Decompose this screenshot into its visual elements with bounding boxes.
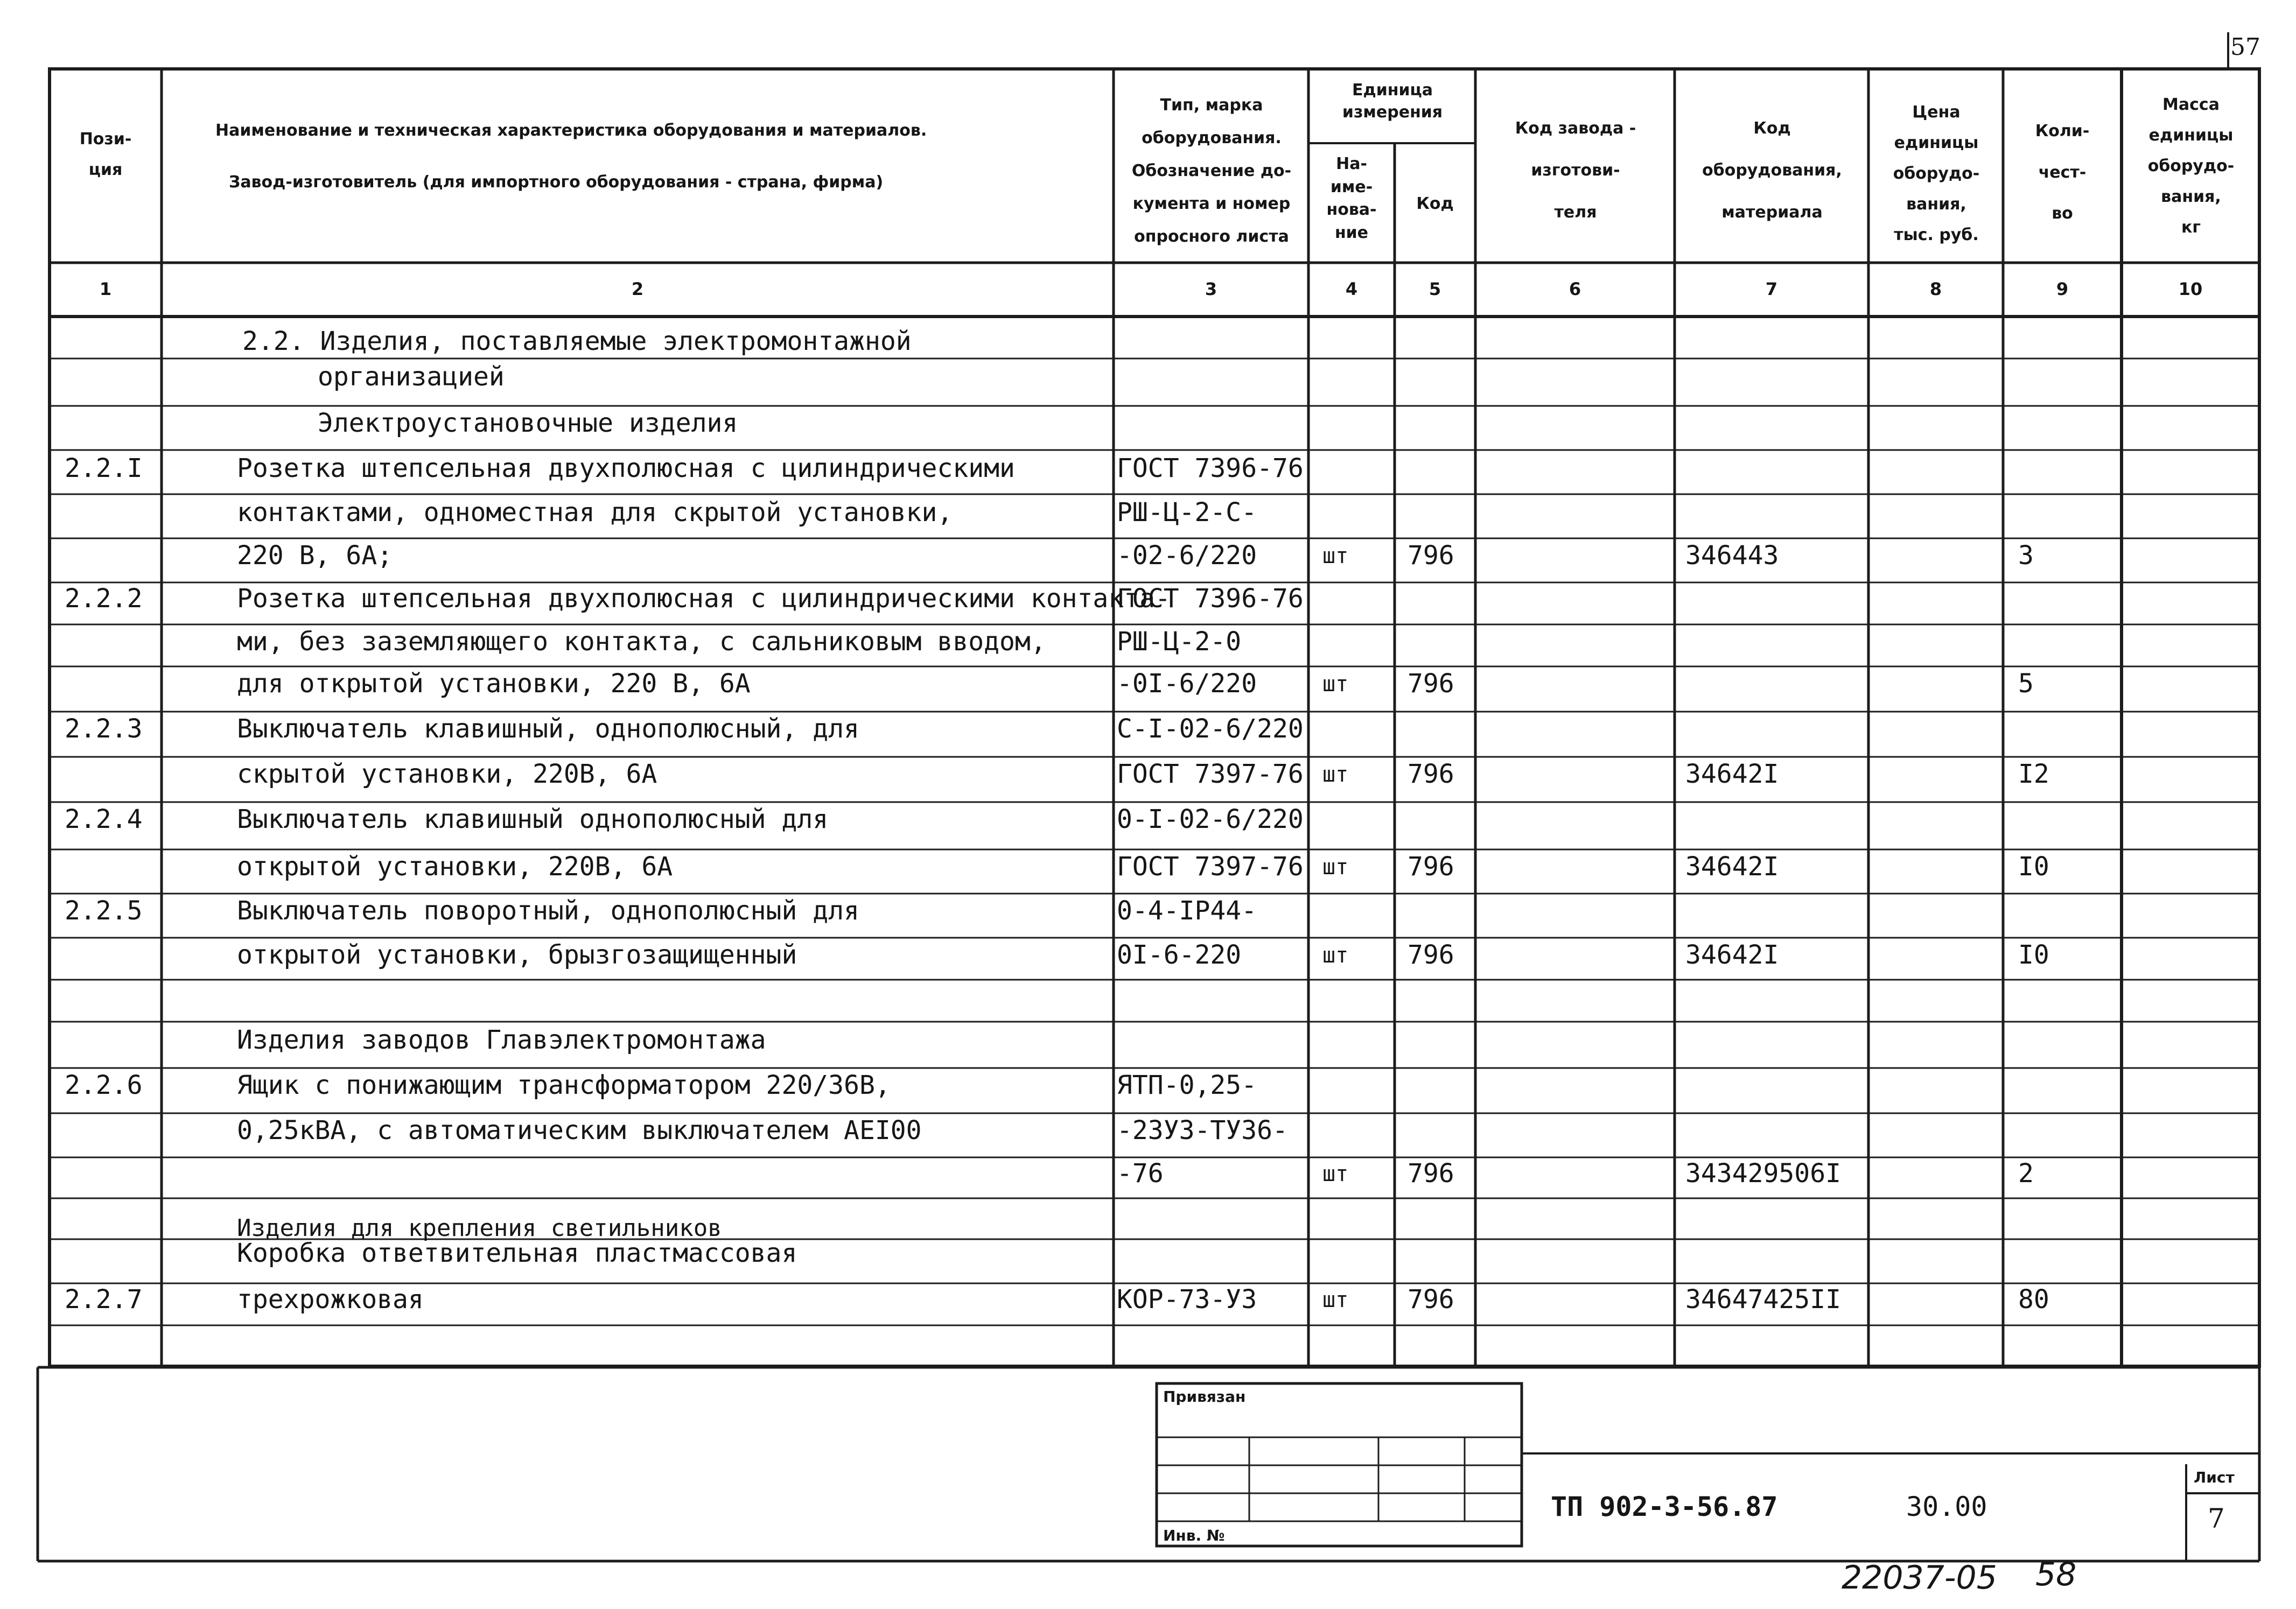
col-number: 2 [631, 279, 644, 299]
row-type: РШ-Ц-2-С- [1117, 497, 1257, 528]
row-type: ГОСТ 7396-76 [1117, 584, 1304, 614]
row-type: -23У3-ТУ36- [1117, 1115, 1288, 1146]
row-name: скрытой установки, 220В, 6А [237, 759, 657, 789]
row-unit-code: 796 [1408, 852, 1454, 882]
row-type: ГОСТ 7397-76 [1117, 759, 1304, 789]
header-name: Наименование и техническая характеристика оборудования и материалов. [215, 121, 927, 140]
col-number: 10 [2178, 279, 2203, 299]
col-number: 9 [2056, 279, 2069, 299]
archive-number: 22037-05 [1842, 1559, 1997, 1597]
row-quantity: 3 [2018, 540, 2034, 571]
header-unit: Единица измерения [1342, 81, 1443, 122]
row-name: Изделия для крепления светильников [237, 1214, 722, 1242]
row-type: ЯТП-0,25- [1117, 1070, 1257, 1100]
row-name: контактами, одноместная для скрытой установки, [237, 497, 953, 528]
footer-page: 58 [2035, 1556, 2077, 1593]
col-number: 3 [1205, 279, 1217, 299]
row-quantity: I0 [2018, 940, 2049, 970]
row-quantity: I2 [2018, 759, 2049, 789]
row-unit: шт [1322, 672, 1349, 697]
col-number: 1 [99, 279, 112, 299]
header-price: Цена единицы оборудо- вания, тыс. руб. [1893, 103, 1980, 244]
header-unit-code: Код [1416, 194, 1454, 213]
col-number: 6 [1569, 279, 1581, 299]
sheet-number: 7 [2208, 1503, 2225, 1534]
row-equipment-code: 34642I [1685, 759, 1779, 789]
row-name: 2.2. Изделия, поставляемые электромонтажной [242, 326, 912, 356]
row-name: 220 В, 6А; [237, 540, 393, 571]
row-unit: шт [1322, 943, 1349, 968]
row-unit-code: 796 [1408, 940, 1454, 970]
row-unit-code: 796 [1408, 1158, 1454, 1189]
header-unit-name: На- име- нова- ние [1326, 154, 1377, 242]
row-type: КОР-73-У3 [1117, 1284, 1257, 1315]
row-name: Выключатель поворотный, однополюсный для [237, 896, 859, 926]
row-unit: шт [1322, 1288, 1349, 1312]
row-name: Выключатель клавишный, однополюсный, для [237, 714, 859, 744]
stamp-attached-label: Привязан [1163, 1388, 1246, 1406]
row-equipment-code: 34647425II [1685, 1284, 1841, 1315]
row-name: открытой установки, 220В, 6А [237, 852, 673, 882]
header-quantity: Коли- чест- во [2035, 122, 2090, 223]
row-position: 2.2.7 [65, 1284, 143, 1315]
row-name: Коробка ответвительная пластмассовая [237, 1238, 797, 1268]
row-type: ГОСТ 7396-76 [1117, 453, 1304, 483]
row-type: -02-6/220 [1117, 540, 1257, 571]
document-code: ТП 902-3-56.87 [1551, 1491, 1778, 1522]
col-number: 8 [1929, 279, 1942, 299]
header-position: Пози- ция [79, 130, 132, 179]
row-unit: шт [1322, 544, 1349, 568]
row-position: 2.2.2 [65, 584, 143, 614]
row-position: 2.2.I [65, 453, 143, 483]
row-name: Ящик с понижающим трансформатором 220/36В, [237, 1070, 891, 1100]
row-equipment-code: 34642I [1685, 940, 1779, 970]
row-equipment-code: 343429506I [1685, 1158, 1841, 1189]
row-name: Розетка штепсельная двухполюсная с цилиндрическими [237, 453, 1015, 483]
document-section: 30.00 [1906, 1491, 1987, 1522]
sheet-label: Лист [2194, 1469, 2235, 1486]
row-quantity: I0 [2018, 852, 2049, 882]
row-unit-code: 796 [1408, 1284, 1454, 1315]
stamp-inventory-label: Инв. № [1163, 1527, 1225, 1544]
header-plant-code: Код завода - изготови- теля [1515, 119, 1636, 222]
row-name: организацией [318, 362, 505, 392]
row-quantity: 2 [2018, 1158, 2034, 1189]
row-unit: шт [1322, 855, 1349, 880]
row-equipment-code: 34642I [1685, 852, 1779, 882]
row-unit: шт [1322, 1162, 1349, 1186]
col-number: 5 [1429, 279, 1441, 299]
row-type: С-I-02-6/220 [1117, 714, 1304, 744]
row-name: Выключатель клавишный однополюсный для [237, 804, 829, 834]
row-name: 0,25кВА, с автоматическим выключателем АЕI00 [237, 1115, 922, 1146]
row-unit-code: 796 [1408, 669, 1454, 699]
row-name: для открытой установки, 220 В, 6А [237, 669, 751, 699]
col-number: 4 [1345, 279, 1358, 299]
header-equipment-code: Код оборудования, материала [1702, 119, 1842, 222]
row-name: открытой установки, брызгозащищенный [237, 940, 797, 970]
row-position: 2.2.4 [65, 804, 143, 834]
row-quantity: 5 [2018, 669, 2034, 699]
row-type: 0-4-IP44- [1117, 896, 1257, 926]
row-unit: шт [1322, 762, 1349, 787]
row-position: 2.2.6 [65, 1070, 143, 1100]
col-number: 7 [1765, 279, 1778, 299]
row-type: ГОСТ 7397-76 [1117, 852, 1304, 882]
row-type: -0I-6/220 [1117, 669, 1257, 699]
row-type: 0-I-02-6/220 [1117, 804, 1304, 834]
header-type: Тип, марка оборудования. Обозначение до- кумента и номер опросного листа [1131, 96, 1292, 246]
row-position: 2.2.3 [65, 714, 143, 744]
row-type: 0I-6-220 [1117, 940, 1242, 970]
row-type: -76 [1117, 1158, 1164, 1189]
row-name: Электроустановочные изделия [318, 408, 738, 438]
row-unit-code: 796 [1408, 759, 1454, 789]
row-name: Изделия заводов Главэлектромонтажа [237, 1025, 766, 1055]
page-number: 57 [2230, 33, 2260, 61]
row-name: трехрожковая [237, 1284, 424, 1315]
header-manufacturer: Завод-изготовитель (для импортного оборудования - страна, фирма) [229, 173, 884, 192]
row-position: 2.2.5 [65, 896, 143, 926]
row-name: ми, без заземляющего контакта, с сальниковым вводом, [237, 627, 1046, 657]
row-type: РШ-Ц-2-0 [1117, 627, 1242, 657]
row-name: Розетка штепсельная двухполюсная с цилиндрическими контакта- [237, 584, 1171, 614]
row-unit-code: 796 [1408, 540, 1454, 571]
header-mass: Масса единицы оборудо- вания, кг [2147, 95, 2235, 237]
row-quantity: 80 [2018, 1284, 2049, 1315]
row-equipment-code: 346443 [1685, 540, 1779, 571]
